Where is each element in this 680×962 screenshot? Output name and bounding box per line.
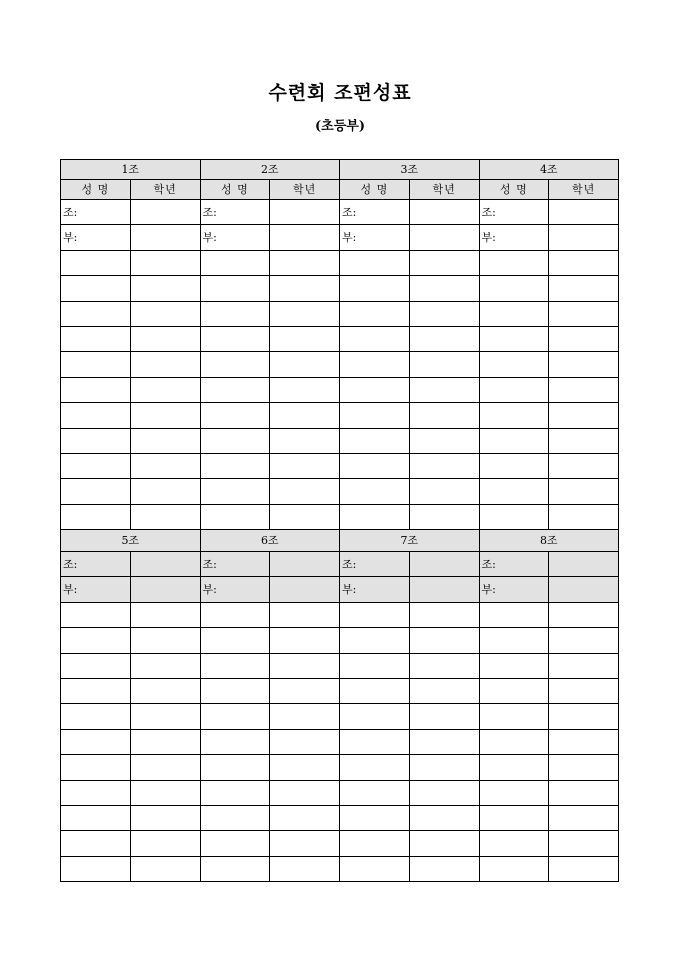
group-header-row <box>61 530 619 552</box>
member-name-cell[interactable] <box>479 602 549 627</box>
member-grade-cell[interactable] <box>270 755 340 780</box>
member-grade-cell[interactable] <box>270 428 340 453</box>
member-grade-cell[interactable] <box>549 755 619 780</box>
member-name-cell[interactable] <box>61 377 131 402</box>
leader-grade-cell[interactable] <box>549 200 619 225</box>
member-row <box>61 755 619 780</box>
member-grade-cell[interactable] <box>409 326 479 351</box>
member-grade-cell[interactable] <box>409 479 479 504</box>
member-grade-cell[interactable] <box>409 602 479 627</box>
vice-grade-cell[interactable] <box>409 225 479 250</box>
leader-name-cell[interactable]: 조: <box>61 552 131 577</box>
member-name-cell[interactable] <box>200 602 270 627</box>
member-grade-cell[interactable] <box>130 856 200 881</box>
member-name-cell[interactable] <box>200 628 270 653</box>
member-name-cell[interactable] <box>479 780 549 805</box>
member-name-cell[interactable] <box>340 250 410 275</box>
group-label: 6조 <box>200 530 340 552</box>
member-grade-cell[interactable] <box>270 250 340 275</box>
member-name-cell[interactable] <box>340 602 410 627</box>
leader-name-cell[interactable]: 조: <box>340 552 410 577</box>
member-name-cell[interactable] <box>200 453 270 478</box>
member-name-cell[interactable] <box>200 326 270 351</box>
member-grade-cell[interactable] <box>409 428 479 453</box>
group-label: 8조 <box>479 530 619 552</box>
leader-name-cell[interactable]: 조: <box>200 552 270 577</box>
member-name-cell[interactable] <box>61 326 131 351</box>
group-label: 1조 <box>61 160 201 180</box>
member-name-cell[interactable] <box>200 856 270 881</box>
member-name-cell[interactable] <box>340 653 410 678</box>
member-grade-cell[interactable] <box>409 276 479 301</box>
member-name-cell[interactable] <box>61 504 131 529</box>
grade-column-header: 학년 <box>270 180 340 200</box>
member-grade-cell[interactable] <box>270 301 340 326</box>
member-name-cell[interactable] <box>61 250 131 275</box>
member-name-cell[interactable] <box>340 856 410 881</box>
member-name-cell[interactable] <box>340 755 410 780</box>
member-name-cell[interactable] <box>61 602 131 627</box>
member-name-cell[interactable] <box>200 704 270 729</box>
member-row <box>61 602 619 627</box>
member-grade-cell[interactable] <box>549 428 619 453</box>
member-name-cell[interactable] <box>61 479 131 504</box>
vice-grade-cell[interactable] <box>270 577 340 602</box>
member-grade-cell[interactable] <box>409 805 479 830</box>
member-row <box>61 704 619 729</box>
member-grade-cell[interactable] <box>549 602 619 627</box>
member-name-cell[interactable] <box>340 377 410 402</box>
member-grade-cell[interactable] <box>130 479 200 504</box>
vice-name-cell[interactable]: 부: <box>200 225 270 250</box>
member-grade-cell[interactable] <box>549 504 619 529</box>
member-row <box>61 276 619 301</box>
member-name-cell[interactable] <box>340 428 410 453</box>
member-grade-cell[interactable] <box>270 628 340 653</box>
member-grade-cell[interactable] <box>549 377 619 402</box>
member-name-cell[interactable] <box>61 831 131 856</box>
leader-grade-cell[interactable] <box>549 552 619 577</box>
member-grade-cell[interactable] <box>130 301 200 326</box>
member-row <box>61 831 619 856</box>
vice-name-cell[interactable]: 부: <box>340 225 410 250</box>
member-name-cell[interactable] <box>479 250 549 275</box>
member-grade-cell[interactable] <box>270 856 340 881</box>
member-row <box>61 504 619 529</box>
member-grade-cell[interactable] <box>409 704 479 729</box>
member-row <box>61 301 619 326</box>
member-name-cell[interactable] <box>479 326 549 351</box>
member-name-cell[interactable] <box>479 831 549 856</box>
member-grade-cell[interactable] <box>549 678 619 703</box>
vice-grade-cell[interactable] <box>549 225 619 250</box>
member-name-cell[interactable] <box>61 755 131 780</box>
member-grade-cell[interactable] <box>130 453 200 478</box>
member-name-cell[interactable] <box>479 453 549 478</box>
member-name-cell[interactable] <box>61 704 131 729</box>
member-grade-cell[interactable] <box>409 856 479 881</box>
member-grade-cell[interactable] <box>409 504 479 529</box>
member-name-cell[interactable] <box>200 780 270 805</box>
member-row <box>61 377 619 402</box>
member-grade-cell[interactable] <box>549 453 619 478</box>
page-title: 수련회 조편성표 <box>268 82 412 104</box>
member-row <box>61 780 619 805</box>
group-label: 7조 <box>340 530 480 552</box>
member-name-cell[interactable] <box>200 377 270 402</box>
group-label: 2조 <box>200 160 340 180</box>
roster-table-top <box>60 159 619 530</box>
member-grade-cell[interactable] <box>130 326 200 351</box>
member-name-cell[interactable] <box>61 653 131 678</box>
member-row <box>61 326 619 351</box>
member-name-cell[interactable] <box>200 352 270 377</box>
member-name-cell[interactable] <box>61 453 131 478</box>
member-grade-cell[interactable] <box>130 805 200 830</box>
member-row <box>61 856 619 881</box>
member-name-cell[interactable] <box>200 653 270 678</box>
member-name-cell[interactable] <box>479 653 549 678</box>
vice-row <box>61 577 619 602</box>
member-grade-cell[interactable] <box>130 704 200 729</box>
member-name-cell[interactable] <box>340 301 410 326</box>
member-name-cell[interactable] <box>200 805 270 830</box>
leader-name-cell[interactable]: 조: <box>479 200 549 225</box>
member-grade-cell[interactable] <box>270 504 340 529</box>
member-grade-cell[interactable] <box>130 377 200 402</box>
member-name-cell[interactable] <box>479 755 549 780</box>
vice-grade-cell[interactable] <box>409 577 479 602</box>
member-grade-cell[interactable] <box>409 729 479 754</box>
member-name-cell[interactable] <box>61 805 131 830</box>
vice-grade-cell[interactable] <box>130 577 200 602</box>
group-label: 4조 <box>479 160 619 180</box>
member-grade-cell[interactable] <box>270 377 340 402</box>
member-grade-cell[interactable] <box>549 352 619 377</box>
member-grade-cell[interactable] <box>549 805 619 830</box>
leader-row <box>61 552 619 577</box>
member-row <box>61 428 619 453</box>
member-name-cell[interactable] <box>200 479 270 504</box>
member-grade-cell[interactable] <box>270 704 340 729</box>
member-name-cell[interactable] <box>479 352 549 377</box>
member-grade-cell[interactable] <box>130 352 200 377</box>
member-grade-cell[interactable] <box>130 628 200 653</box>
member-grade-cell[interactable] <box>130 403 200 428</box>
leader-grade-cell[interactable] <box>270 552 340 577</box>
group-label: 5조 <box>61 530 201 552</box>
member-grade-cell[interactable] <box>549 729 619 754</box>
member-name-cell[interactable] <box>200 250 270 275</box>
member-name-cell[interactable] <box>479 403 549 428</box>
member-grade-cell[interactable] <box>130 602 200 627</box>
member-row <box>61 352 619 377</box>
member-name-cell[interactable] <box>61 856 131 881</box>
member-name-cell[interactable] <box>340 352 410 377</box>
member-grade-cell[interactable] <box>270 326 340 351</box>
leader-grade-cell[interactable] <box>130 200 200 225</box>
member-grade-cell[interactable] <box>409 780 479 805</box>
member-grade-cell[interactable] <box>409 377 479 402</box>
member-name-cell[interactable] <box>200 403 270 428</box>
leader-name-cell[interactable]: 조: <box>200 200 270 225</box>
member-name-cell[interactable] <box>340 729 410 754</box>
member-grade-cell[interactable] <box>409 678 479 703</box>
member-grade-cell[interactable] <box>130 678 200 703</box>
leader-name-cell[interactable]: 조: <box>479 552 549 577</box>
member-grade-cell[interactable] <box>409 755 479 780</box>
vice-name-cell[interactable]: 부: <box>61 225 131 250</box>
member-grade-cell[interactable] <box>130 729 200 754</box>
member-name-cell[interactable] <box>340 628 410 653</box>
member-name-cell[interactable] <box>200 729 270 754</box>
member-grade-cell[interactable] <box>549 276 619 301</box>
member-grade-cell[interactable] <box>409 352 479 377</box>
vice-row <box>61 225 619 250</box>
name-column-header: 성 명 <box>200 180 270 200</box>
member-name-cell[interactable] <box>479 628 549 653</box>
member-name-cell[interactable] <box>200 428 270 453</box>
member-name-cell[interactable] <box>340 479 410 504</box>
leader-grade-cell[interactable] <box>130 552 200 577</box>
member-grade-cell[interactable] <box>270 403 340 428</box>
member-name-cell[interactable] <box>61 352 131 377</box>
member-grade-cell[interactable] <box>270 602 340 627</box>
member-name-cell[interactable] <box>200 301 270 326</box>
vice-grade-cell[interactable] <box>130 225 200 250</box>
member-name-cell[interactable] <box>479 377 549 402</box>
member-grade-cell[interactable] <box>549 704 619 729</box>
member-grade-cell[interactable] <box>409 831 479 856</box>
column-header-row <box>61 180 619 200</box>
grade-column-header: 학년 <box>130 180 200 200</box>
member-name-cell[interactable] <box>479 856 549 881</box>
member-grade-cell[interactable] <box>549 653 619 678</box>
member-name-cell[interactable] <box>479 504 549 529</box>
member-name-cell[interactable] <box>340 678 410 703</box>
member-row <box>61 453 619 478</box>
group-label: 3조 <box>340 160 480 180</box>
member-name-cell[interactable] <box>479 428 549 453</box>
member-grade-cell[interactable] <box>270 805 340 830</box>
member-row <box>61 628 619 653</box>
member-row <box>61 678 619 703</box>
member-name-cell[interactable] <box>200 504 270 529</box>
member-name-cell[interactable] <box>479 729 549 754</box>
member-name-cell[interactable] <box>61 301 131 326</box>
member-name-cell[interactable] <box>200 831 270 856</box>
name-column-header: 성 명 <box>340 180 410 200</box>
member-grade-cell[interactable] <box>130 428 200 453</box>
name-column-header: 성 명 <box>61 180 131 200</box>
member-name-cell[interactable] <box>479 479 549 504</box>
member-grade-cell[interactable] <box>130 653 200 678</box>
member-name-cell[interactable] <box>61 780 131 805</box>
member-row <box>61 250 619 275</box>
grade-column-header: 학년 <box>409 180 479 200</box>
member-grade-cell[interactable] <box>270 352 340 377</box>
member-grade-cell[interactable] <box>270 653 340 678</box>
name-column-header: 성 명 <box>479 180 549 200</box>
member-name-cell[interactable] <box>61 428 131 453</box>
member-row <box>61 729 619 754</box>
leader-row <box>61 200 619 225</box>
vice-name-cell[interactable]: 부: <box>61 577 131 602</box>
group-header-row <box>61 160 619 180</box>
grade-column-header: 학년 <box>549 180 619 200</box>
member-grade-cell[interactable] <box>549 403 619 428</box>
vice-name-cell[interactable]: 부: <box>479 225 549 250</box>
member-grade-cell[interactable] <box>270 831 340 856</box>
member-grade-cell[interactable] <box>549 479 619 504</box>
member-grade-cell[interactable] <box>270 729 340 754</box>
vice-grade-cell[interactable] <box>549 577 619 602</box>
member-grade-cell[interactable] <box>270 453 340 478</box>
member-name-cell[interactable] <box>61 628 131 653</box>
member-name-cell[interactable] <box>340 326 410 351</box>
member-grade-cell[interactable] <box>409 628 479 653</box>
member-grade-cell[interactable] <box>130 780 200 805</box>
roster-table-bottom <box>60 529 619 882</box>
leader-name-cell[interactable]: 조: <box>340 200 410 225</box>
member-name-cell[interactable] <box>479 805 549 830</box>
leader-grade-cell[interactable] <box>409 552 479 577</box>
member-grade-cell[interactable] <box>130 276 200 301</box>
member-name-cell[interactable] <box>200 276 270 301</box>
vice-grade-cell[interactable] <box>270 225 340 250</box>
member-grade-cell[interactable] <box>409 653 479 678</box>
member-grade-cell[interactable] <box>549 250 619 275</box>
member-grade-cell[interactable] <box>270 678 340 703</box>
member-grade-cell[interactable] <box>130 831 200 856</box>
member-grade-cell[interactable] <box>549 326 619 351</box>
member-grade-cell[interactable] <box>409 301 479 326</box>
member-name-cell[interactable] <box>340 403 410 428</box>
member-grade-cell[interactable] <box>409 250 479 275</box>
member-name-cell[interactable] <box>340 504 410 529</box>
member-name-cell[interactable] <box>340 276 410 301</box>
member-name-cell[interactable] <box>479 678 549 703</box>
member-name-cell[interactable] <box>340 453 410 478</box>
member-grade-cell[interactable] <box>270 276 340 301</box>
member-name-cell[interactable] <box>340 805 410 830</box>
leader-grade-cell[interactable] <box>409 200 479 225</box>
leader-grade-cell[interactable] <box>270 200 340 225</box>
member-name-cell[interactable] <box>200 755 270 780</box>
member-grade-cell[interactable] <box>549 780 619 805</box>
member-name-cell[interactable] <box>340 831 410 856</box>
member-grade-cell[interactable] <box>270 780 340 805</box>
member-grade-cell[interactable] <box>130 504 200 529</box>
member-name-cell[interactable] <box>340 704 410 729</box>
member-row <box>61 653 619 678</box>
member-name-cell[interactable] <box>200 678 270 703</box>
member-grade-cell[interactable] <box>409 403 479 428</box>
vice-name-cell[interactable]: 부: <box>340 577 410 602</box>
member-grade-cell[interactable] <box>549 831 619 856</box>
member-grade-cell[interactable] <box>549 301 619 326</box>
member-grade-cell[interactable] <box>549 628 619 653</box>
member-grade-cell[interactable] <box>130 250 200 275</box>
member-name-cell[interactable] <box>479 276 549 301</box>
member-name-cell[interactable] <box>479 301 549 326</box>
member-row <box>61 479 619 504</box>
member-grade-cell[interactable] <box>130 755 200 780</box>
member-grade-cell[interactable] <box>549 856 619 881</box>
leader-name-cell[interactable]: 조: <box>61 200 131 225</box>
member-grade-cell[interactable] <box>270 479 340 504</box>
member-name-cell[interactable] <box>61 678 131 703</box>
member-name-cell[interactable] <box>61 403 131 428</box>
member-name-cell[interactable] <box>61 729 131 754</box>
member-name-cell[interactable] <box>61 276 131 301</box>
member-row <box>61 403 619 428</box>
vice-name-cell[interactable]: 부: <box>200 577 270 602</box>
member-grade-cell[interactable] <box>409 453 479 478</box>
vice-name-cell[interactable]: 부: <box>479 577 549 602</box>
member-name-cell[interactable] <box>479 704 549 729</box>
member-name-cell[interactable] <box>340 780 410 805</box>
member-row <box>61 805 619 830</box>
page-subtitle: (초등부) <box>315 119 365 134</box>
